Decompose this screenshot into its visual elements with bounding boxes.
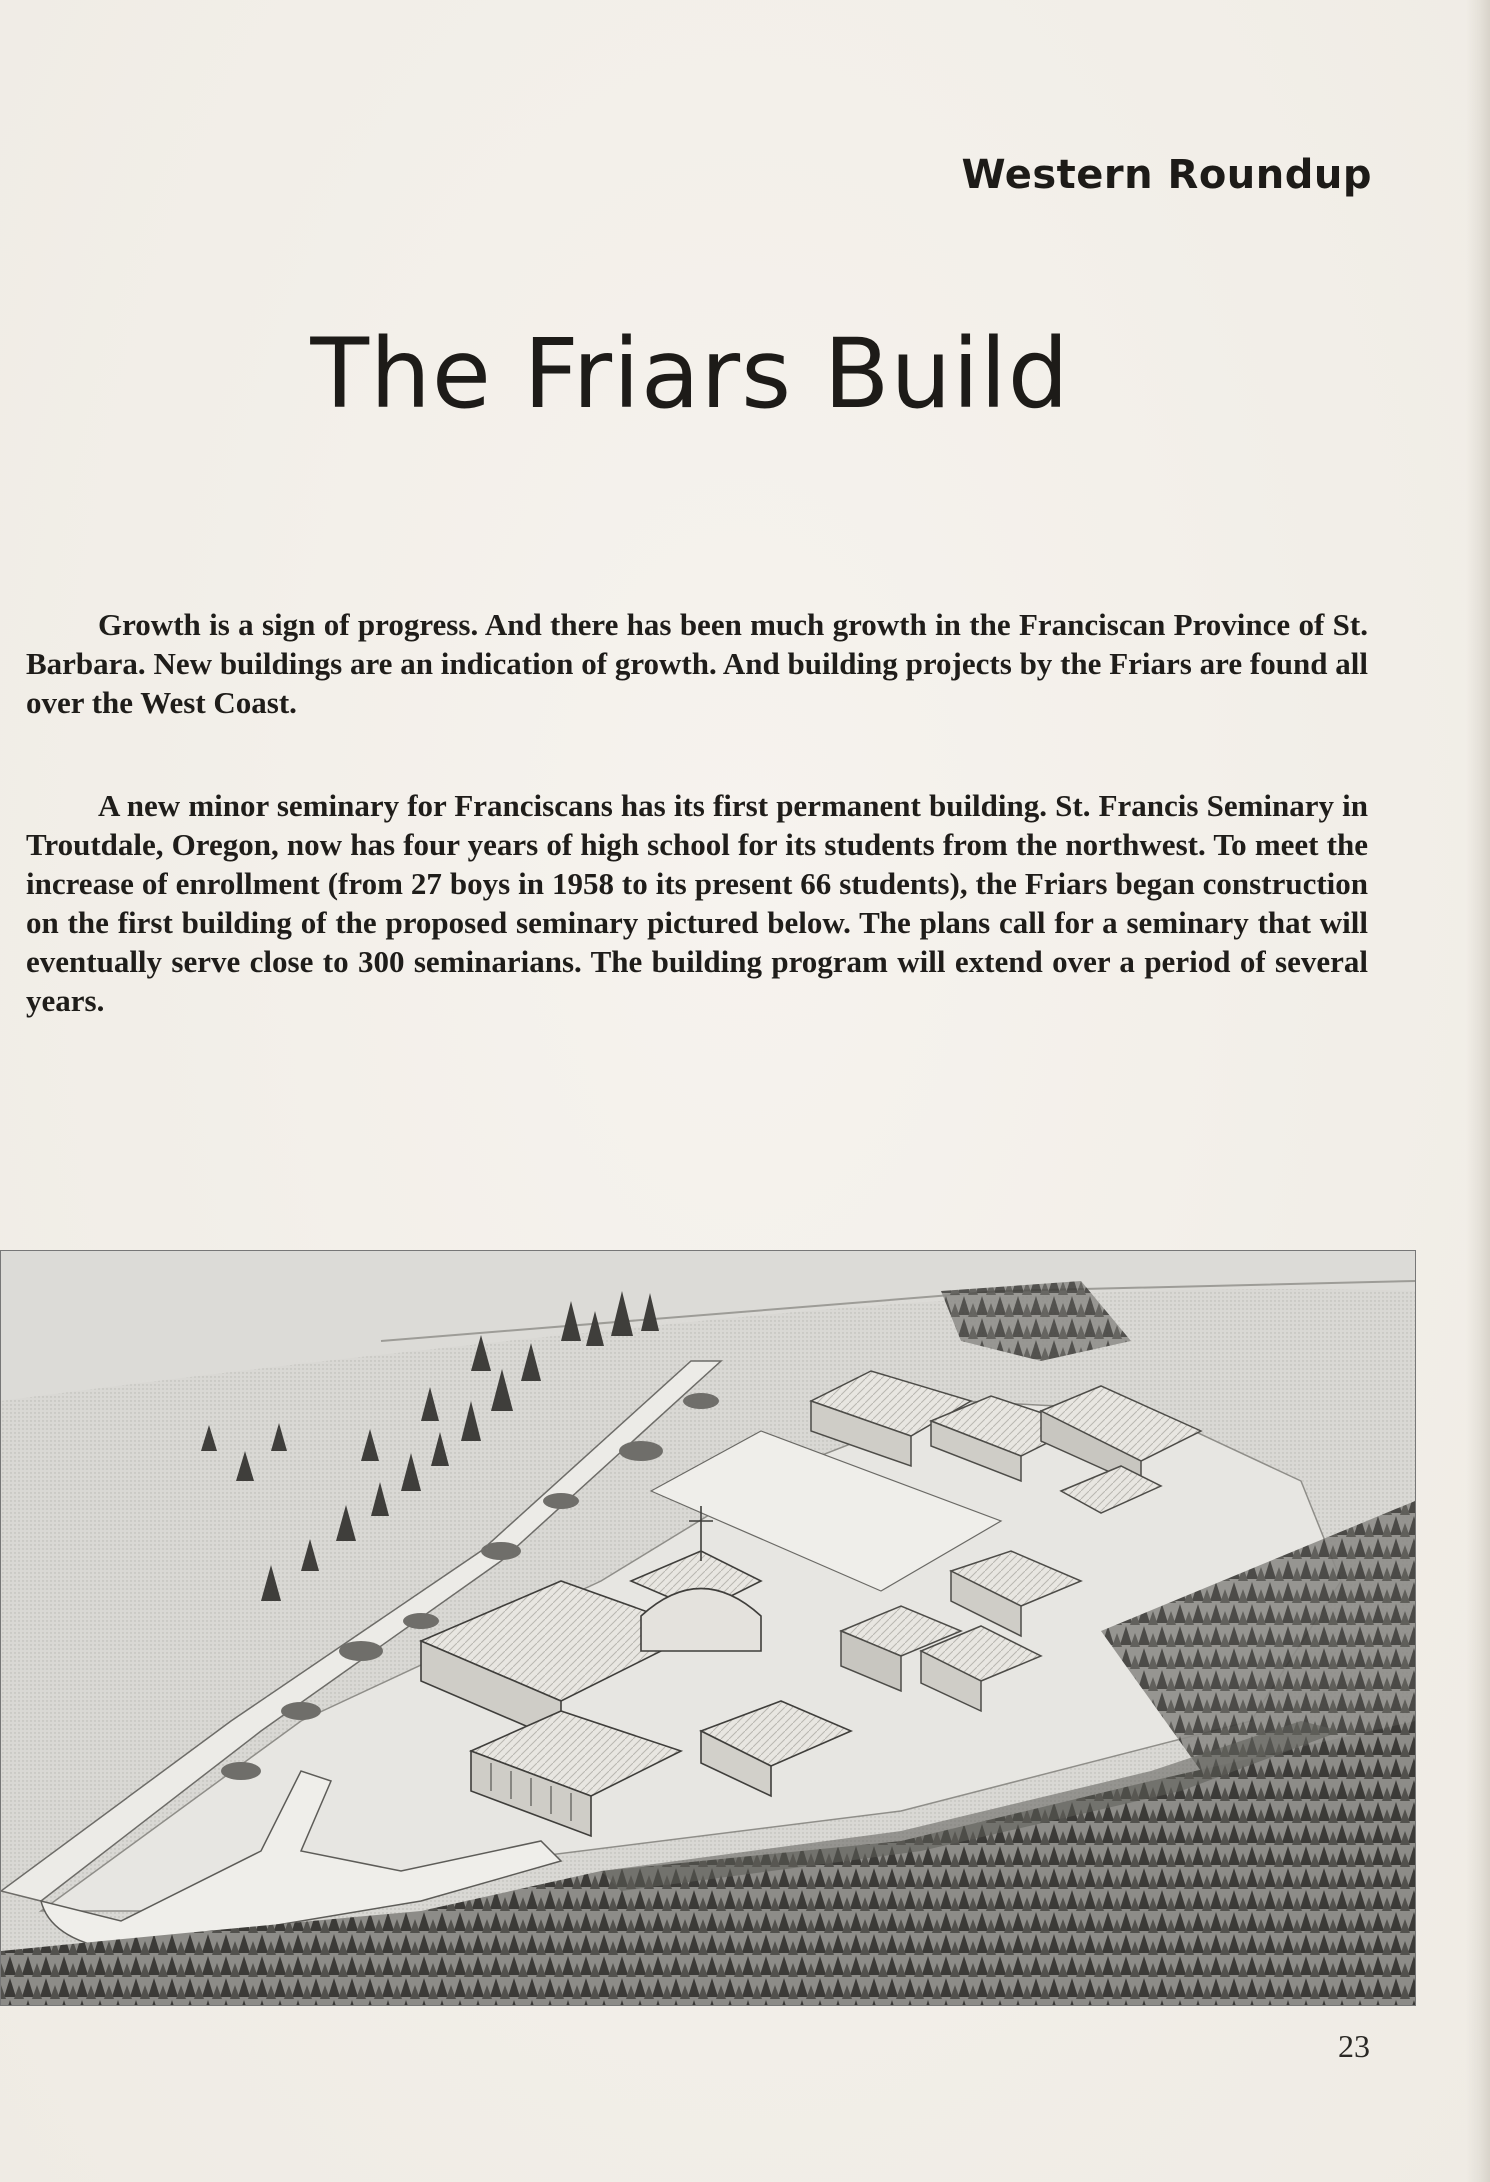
page-edge-shadow: [1466, 0, 1490, 2182]
paragraph-text: Growth is a sign of progress. And there has been much growth in the Franciscan Province of St. Barbara. New buildings are an indication of growth. And building projects by the Friars are found all over the West Coast.: [26, 607, 1368, 720]
section-label: Western Roundup: [961, 152, 1372, 198]
article-paragraph-2: [26, 786, 1368, 1020]
seminary-aerial-illustration: [0, 1250, 1416, 2006]
page-number: 23: [1338, 2028, 1370, 2064]
article-paragraph-1: [26, 605, 1368, 722]
article-title: The Friars Build: [310, 318, 1070, 430]
paragraph-text: A new minor seminary for Franciscans has its first permanent building. St. Francis Seminary in Troutdale, Oregon, now has four years of high school for its students from the northwest. To meet the increase of enrollment (from 27 boys in 1958 to its present 66 students), the Friars began construction on the first building of the proposed seminary pictured below. The plans call for a seminary that will eventually serve close to 300 seminarians. The building program will extend over a period of several years.: [26, 788, 1368, 1018]
seminary-drawing: [1, 1251, 1415, 2005]
